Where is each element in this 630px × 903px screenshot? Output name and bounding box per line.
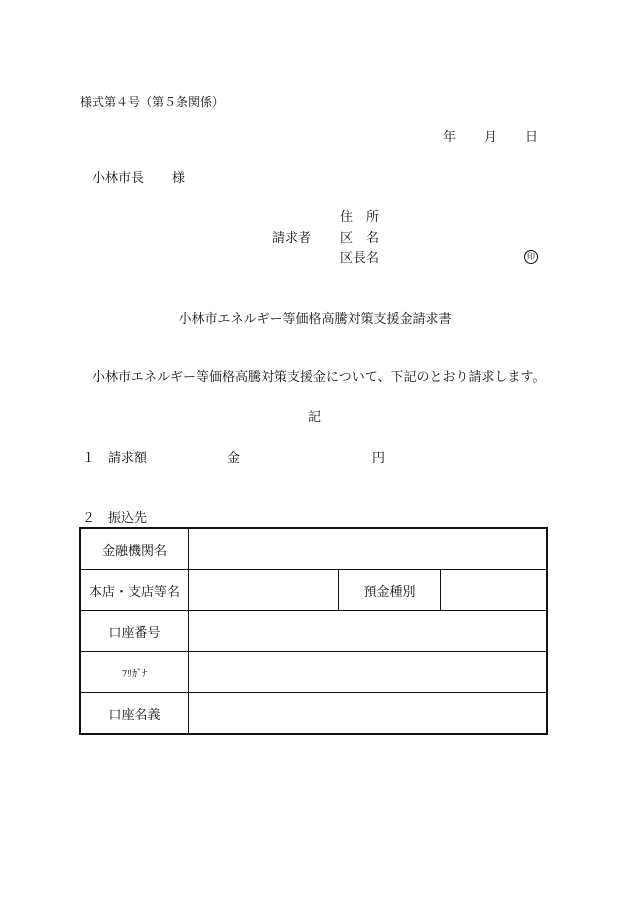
deposit-type-label: 預金種別 bbox=[339, 570, 441, 611]
institution-field[interactable] bbox=[189, 528, 548, 570]
amount-yen: 円 bbox=[372, 451, 386, 466]
address-label: 住 所 bbox=[340, 210, 380, 225]
table-row bbox=[80, 570, 547, 611]
ki-heading: 記 bbox=[308, 410, 322, 425]
table-row bbox=[80, 693, 547, 735]
amount-kin: 金 bbox=[227, 451, 241, 466]
deposit-type-field[interactable] bbox=[441, 570, 548, 611]
seal-mark: 印 bbox=[524, 250, 538, 264]
account-holder-label: 口座名義 bbox=[80, 693, 189, 735]
day-label: 日 bbox=[525, 130, 539, 145]
account-holder-field[interactable] bbox=[189, 693, 548, 735]
date-line bbox=[443, 131, 538, 144]
institution-label: 金融機関名 bbox=[80, 528, 189, 570]
addressee bbox=[92, 172, 185, 185]
form-number: 様式第４号（第５条関係） bbox=[80, 95, 225, 109]
account-number-field[interactable] bbox=[189, 611, 548, 652]
furigana-label: ﾌﾘｶﾞﾅ bbox=[80, 652, 189, 693]
addressee-honorific: 様 bbox=[172, 171, 186, 186]
table-row bbox=[80, 611, 547, 652]
table-row bbox=[80, 652, 547, 693]
claimant-label: 請求者 bbox=[272, 231, 312, 246]
bank-transfer-table bbox=[79, 527, 548, 735]
item1-label: １ 請求額 bbox=[82, 451, 148, 466]
district-head-label: 区長名 bbox=[340, 251, 380, 266]
document-title: 小林市エネルギー等価格高騰対策支援金請求書 bbox=[178, 312, 452, 327]
branch-field[interactable] bbox=[189, 570, 339, 611]
month-label: 月 bbox=[484, 130, 498, 145]
district-label: 区 名 bbox=[340, 231, 380, 246]
item2-label: ２ 振込先 bbox=[82, 511, 148, 526]
body-text: 小林市エネルギー等価格高騰対策支援金について、下記のとおり請求します。 bbox=[92, 370, 546, 385]
addressee-name: 小林市長 bbox=[92, 171, 145, 186]
year-label: 年 bbox=[443, 130, 457, 145]
branch-label: 本店・支店等名 bbox=[80, 570, 189, 611]
table-row bbox=[80, 528, 547, 570]
account-number-label: 口座番号 bbox=[80, 611, 189, 652]
furigana-field[interactable] bbox=[189, 652, 548, 693]
